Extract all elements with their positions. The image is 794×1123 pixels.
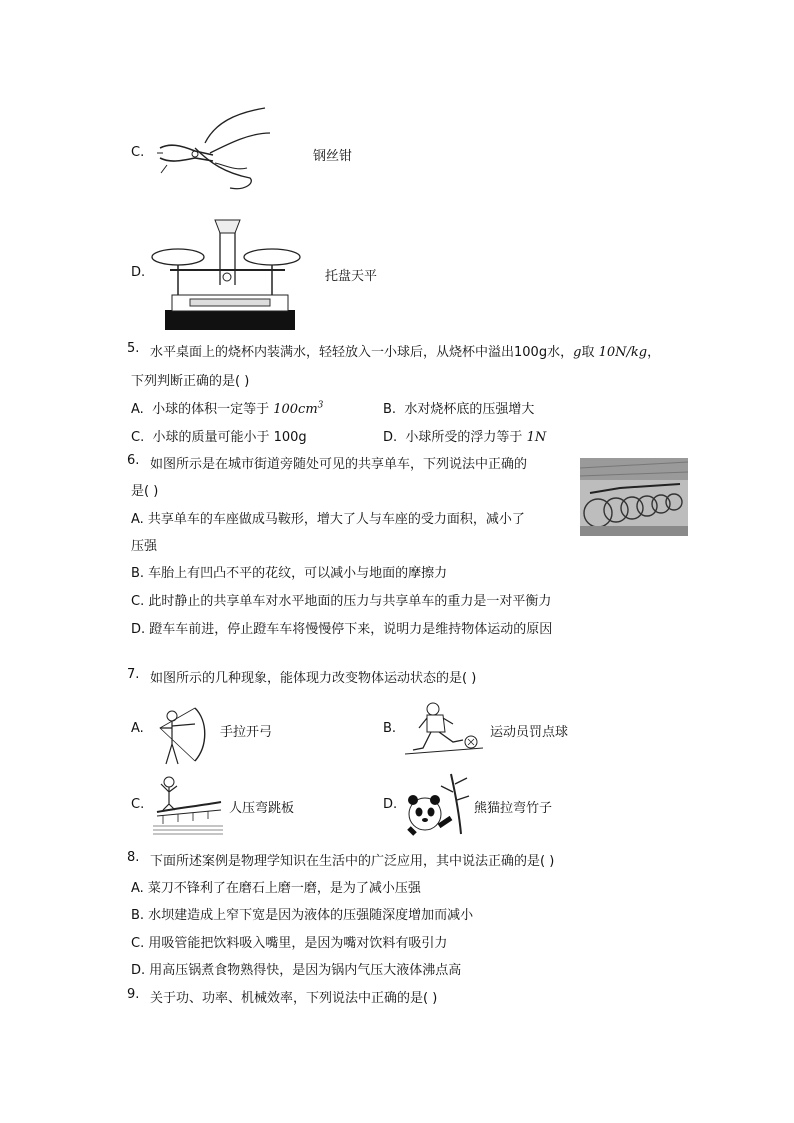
- q7-number: 7.: [127, 667, 140, 682]
- q5-option-d[interactable]: D. 小球所受的浮力等于 1N: [383, 430, 547, 445]
- q8-option-d[interactable]: D. 用高压锅煮食物熟得快，是因为锅内气压大液体沸点高: [131, 963, 462, 978]
- q7-option-d-label: 熊猫拉弯竹子: [474, 801, 553, 816]
- q8-option-c[interactable]: C. 用吸管能把饮料吸入嘴里，是因为嘴对饮料有吸引力: [131, 936, 448, 951]
- panda-bamboo-illustration: [403, 772, 473, 836]
- football-player-illustration: [405, 700, 483, 760]
- q8-option-a[interactable]: A. 菜刀不锋利了在磨石上磨一磨，是为了减小压强: [131, 881, 421, 896]
- q4-option-c-letter: C.: [131, 145, 145, 160]
- balance-scale-illustration: [150, 215, 305, 333]
- q4-option-d-letter: D.: [131, 265, 146, 280]
- q6-option-a-line2[interactable]: 压强: [131, 539, 158, 554]
- pliers-hand-illustration: [155, 103, 275, 193]
- diving-board-illustration: [153, 774, 223, 836]
- q9-stem: 关于功、功率、机械效率，下列说法中正确的是( ): [150, 991, 438, 1006]
- q5-option-c[interactable]: C. 小球的质量可能小于 100g: [131, 430, 307, 445]
- q8-stem: 下面所述案例是物理学知识在生活中的广泛应用，其中说法正确的是( ): [150, 854, 555, 869]
- q7-stem: 如图所示的几种现象，能体现力改变物体运动状态的是( ): [150, 671, 477, 686]
- q5-number: 5.: [127, 341, 140, 356]
- q6-stem-line2: 是( ): [131, 484, 159, 499]
- q4-option-c-label: 钢丝钳: [313, 149, 353, 164]
- q6-option-c[interactable]: C. 此时静止的共享单车对水平地面的压力与共享单车的重力是一对平衡力: [131, 594, 552, 609]
- archer-illustration: [150, 706, 210, 766]
- q8-option-b[interactable]: B. 水坝建造成上窄下宽是因为液体的压强随深度增加而减小: [131, 908, 474, 923]
- q7-option-d-letter[interactable]: D.: [383, 797, 398, 812]
- q6-option-a-line1[interactable]: A. 共享单车的车座做成马鞍形，增大了人与车座的受力面积，减小了: [131, 512, 525, 527]
- q7-option-c-letter[interactable]: C.: [131, 797, 145, 812]
- q4-option-d-label: 托盘天平: [325, 269, 378, 284]
- q7-option-c-label: 人压弯跳板: [229, 801, 295, 816]
- q5-option-a[interactable]: A. 小球的体积一定等于 $100cm^3$: [131, 400, 324, 417]
- q5-stem-line1: 水平桌面上的烧杯内装满水，轻轻放入一小球后，从烧杯中溢出100g水，g取 10N/kg，: [150, 345, 661, 360]
- q6-stem-line1: 如图所示是在城市街道旁随处可见的共享单车，下列说法中正确的: [150, 457, 528, 472]
- q5-option-b[interactable]: B. 水对烧杯底的压强增大: [383, 402, 535, 417]
- q6-option-d[interactable]: D. 蹬车车前进，停止蹬车车将慢慢停下来，说明力是维持物体运动的原因: [131, 622, 553, 637]
- q5-stem-line2: 下列判断正确的是( ): [131, 374, 250, 389]
- q7-option-a-letter[interactable]: A.: [131, 721, 144, 736]
- q6-option-b[interactable]: B. 车胎上有凹凸不平的花纹，可以减小与地面的摩擦力: [131, 566, 448, 581]
- q7-option-b-label: 运动员罚点球: [490, 725, 569, 740]
- q9-number: 9.: [127, 987, 140, 1002]
- q7-option-a-label: 手拉开弓: [220, 725, 273, 740]
- shared-bikes-photo: [580, 458, 688, 536]
- q7-option-b-letter[interactable]: B.: [383, 721, 397, 736]
- q8-number: 8.: [127, 850, 140, 865]
- q6-number: 6.: [127, 453, 140, 468]
